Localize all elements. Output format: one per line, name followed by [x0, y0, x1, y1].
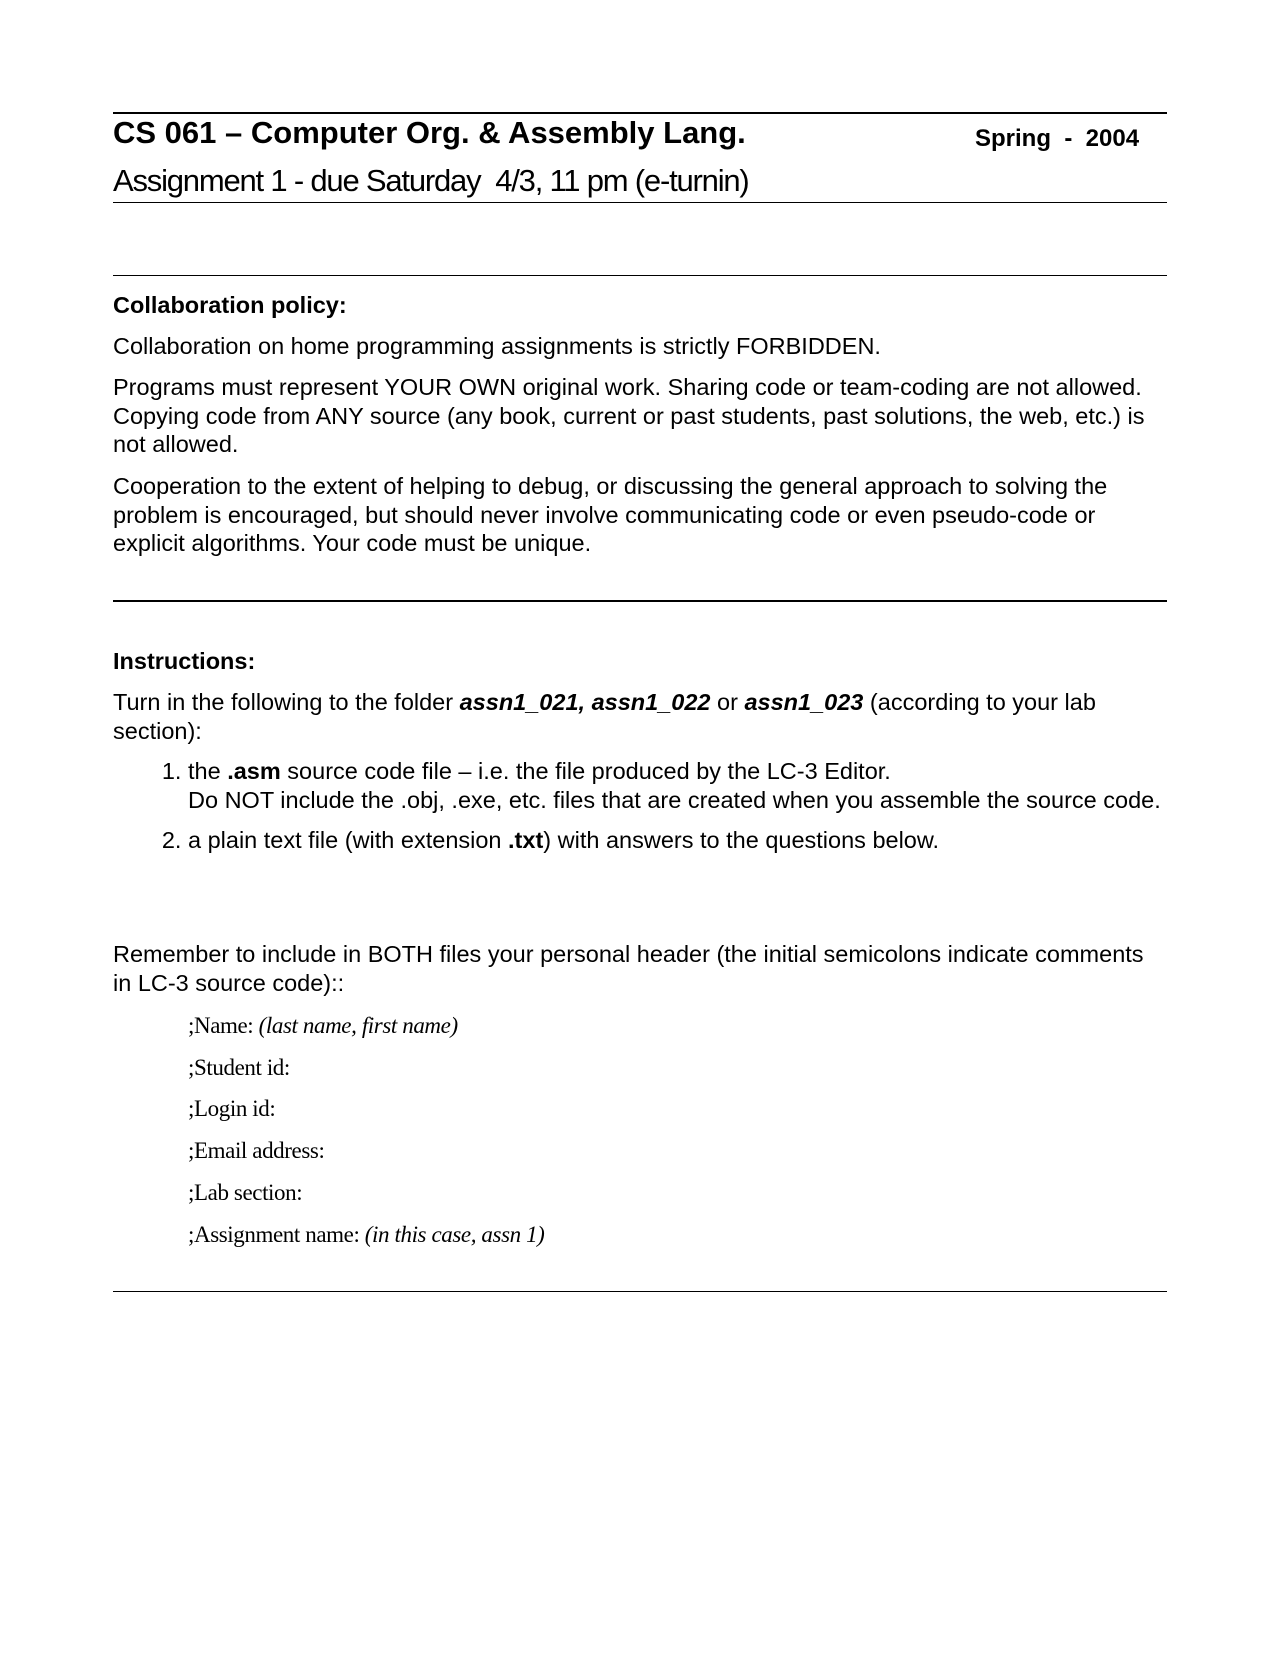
item1-text-end: source code file – i.e. the file produced by the LC-3 Editor. [280, 758, 891, 784]
instructions-heading: Instructions: [113, 648, 256, 674]
collaboration-paragraph-3: Cooperation to the extent of helping to debug, or discussing the general approach to solving the problem is encouraged, but should never involve communicating code or even pseudo-code or explicit algorithms. Your code must be unique. [113, 473, 1108, 556]
instructions-intro [113, 688, 1167, 745]
remember-paragraph: Remember to include in BOTH files your personal header (the initial semicolons indicate comments in LC-3 source code):: [113, 941, 1144, 996]
name-label: ;Name: [188, 1013, 259, 1038]
folder-names-a: assn1_021, assn1_022 [459, 689, 711, 715]
assignment-hint: (in this case, assn 1) [364, 1222, 545, 1247]
header-assignment-line [188, 1222, 544, 1248]
collab-bottom-rule [113, 600, 1167, 602]
collaboration-paragraph-1: Collaboration on home programming assignments is strictly FORBIDDEN. [113, 333, 881, 359]
txt-extension: .txt [508, 827, 544, 853]
collaboration-paragraph-2: Programs must represent YOUR OWN original work. Sharing code or team-coding are not allowed. Copying code from ANY source (any book, current or past students, past solutions, the web, etc.) is not allowed. [113, 374, 1145, 457]
intro-text-or: or [710, 689, 745, 715]
course-title: CS 061 – Computer Org. & Assembly Lang. [113, 115, 746, 150]
list-item [188, 757, 1178, 814]
name-hint: (last name, first name) [258, 1013, 458, 1038]
top-rule [113, 112, 1167, 114]
list-item [188, 826, 1178, 855]
term-label: Spring - 2004 [975, 125, 1140, 152]
header-email-line: ;Email address: [188, 1138, 325, 1163]
header-login-id-line: ;Login id: [188, 1096, 276, 1121]
section-bottom-rule [113, 1291, 1167, 1292]
folder-name-b: assn1_023 [744, 689, 864, 715]
turn-in-list [113, 757, 1178, 867]
asm-extension: .asm [227, 758, 281, 784]
item1-note: Do NOT include the .obj, .exe, etc. files that are created when you assemble the source code. [188, 786, 1161, 813]
item2-text-start: a plain text file (with extension [188, 827, 509, 853]
collab-top-rule [113, 275, 1167, 276]
collaboration-heading: Collaboration policy: [113, 292, 347, 318]
header-lab-section-line: ;Lab section: [188, 1180, 303, 1205]
header-name-line [188, 1013, 458, 1039]
item1-text-start: the [188, 758, 228, 784]
intro-text-start: Turn in the following to the folder [113, 689, 460, 715]
header-bottom-rule [113, 202, 1167, 203]
assignment-label: ;Assignment name: [188, 1222, 365, 1247]
item2-text-end: ) with answers to the questions below. [543, 827, 940, 853]
header-student-id-line: ;Student id: [188, 1055, 290, 1080]
assignment-title: Assignment 1 - due Saturday 4/3, 11 pm (e-turnin) [113, 163, 749, 198]
intro-text-end: (according to your lab section): [113, 689, 1096, 744]
